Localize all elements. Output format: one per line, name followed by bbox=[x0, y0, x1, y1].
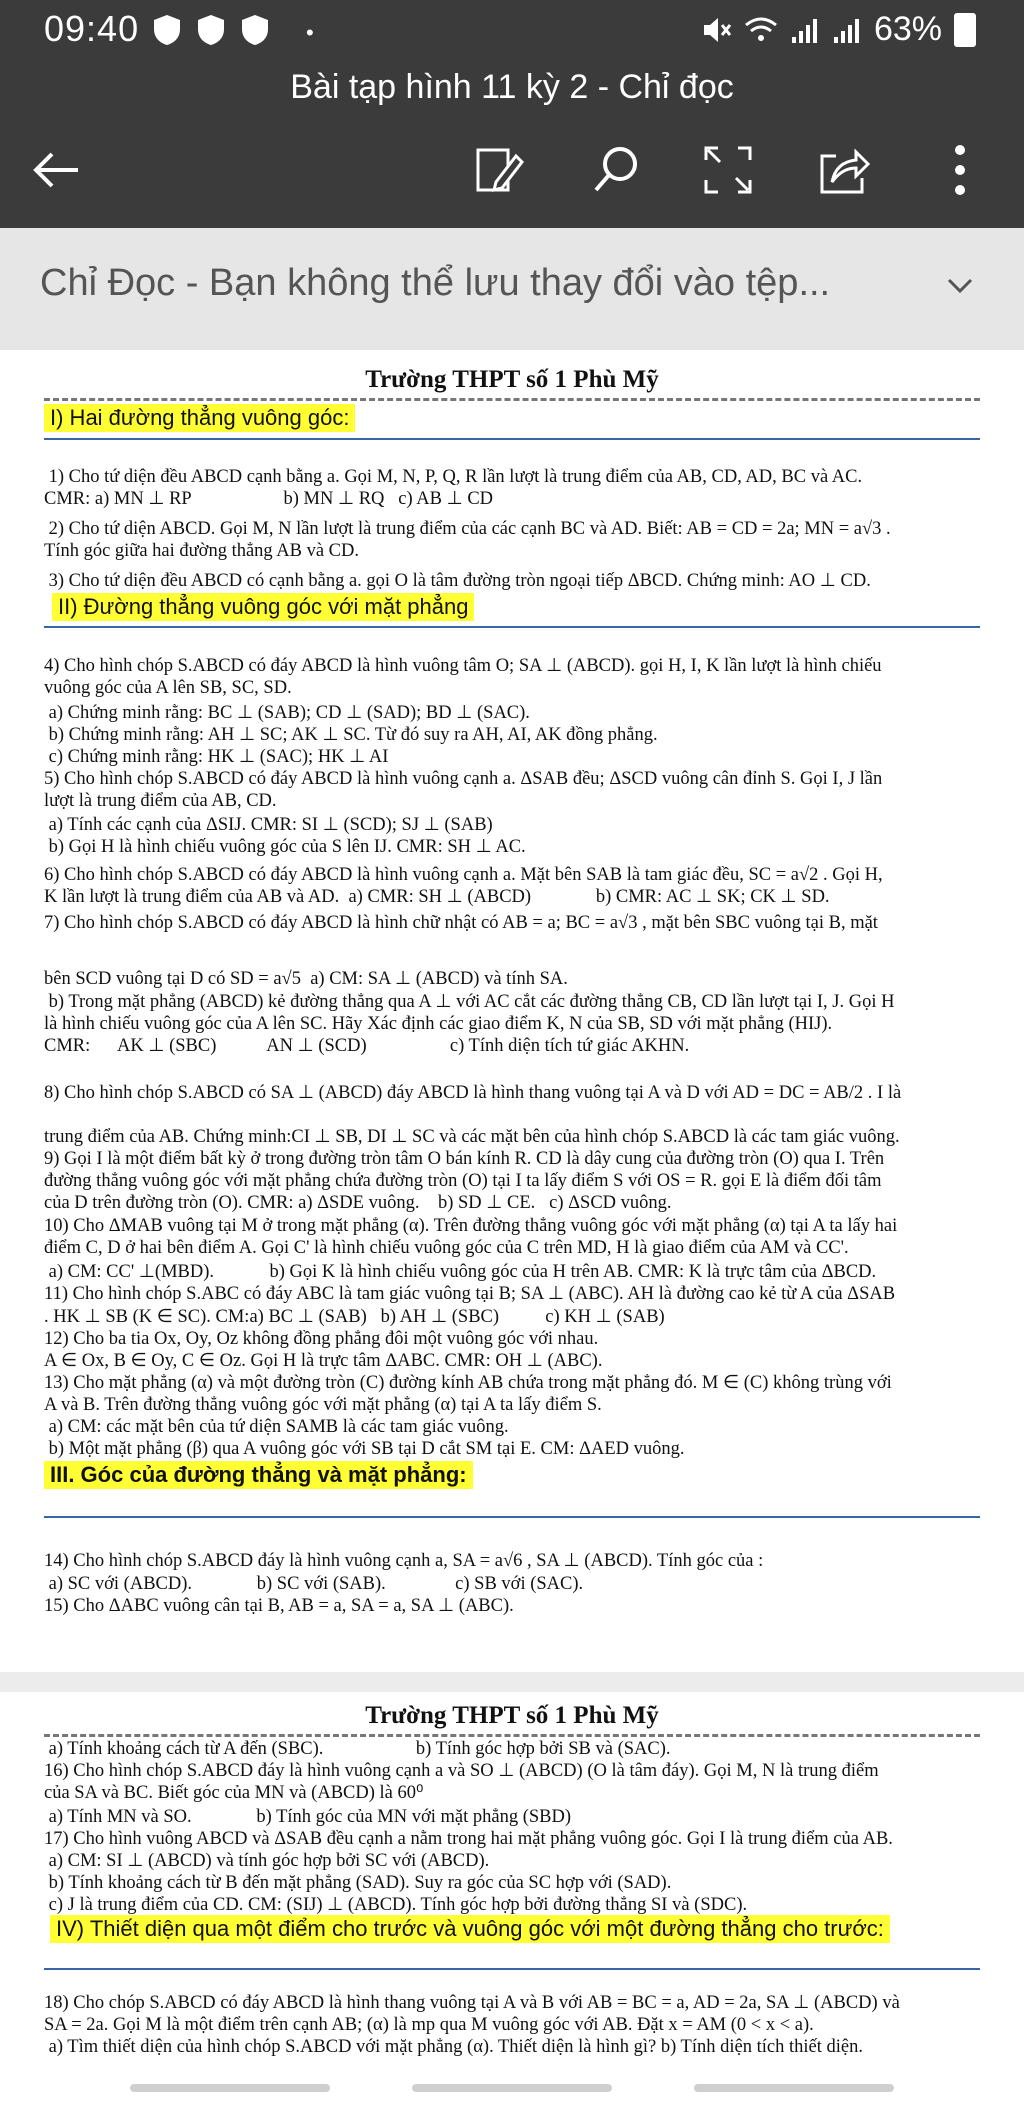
shield-icon bbox=[152, 14, 182, 46]
text-line: 7) Cho hình chóp S.ABCD có đáy ABCD là hình chữ nhật có AB = a; BC = a√3 , mặt bên SBC vuông tại B, mặt bbox=[44, 913, 878, 933]
text-line: b) Trong mặt phẳng (ABCD) kẻ đường thẳng qua A ⊥ với AC cắt các đường thẳng CB, CD lần lượt tại I, J. Gọi H bbox=[44, 992, 895, 1012]
text-line: b) Tính khoảng cách từ B đến mặt phẳng (SAD). Suy ra góc của SC hợp với (SAD). bbox=[44, 1873, 672, 1893]
document-page-2 bbox=[0, 1692, 1024, 2105]
clock: 09:40 bbox=[44, 8, 140, 49]
text-line: trung điểm của AB. Chứng minh:CI ⊥ SB, DI ⊥ SC và các mặt bên của hình chóp S.ABCD là các tam giác vuông. bbox=[44, 1127, 900, 1147]
document-page-1 bbox=[0, 350, 1024, 1672]
section-rule bbox=[44, 1968, 980, 1970]
section-heading: IV) Thiết diện qua một điểm cho trước và vuông góc với một đường thẳng cho trước: bbox=[50, 1915, 890, 1943]
back-arrow-icon[interactable] bbox=[28, 142, 84, 198]
text-line: c) Chứng minh rằng: HK ⊥ (SAC); HK ⊥ AI bbox=[44, 747, 389, 767]
text-line: 15) Cho ΔABC vuông cân tại B, AB = a, SA = a, SA ⊥ (ABC). bbox=[44, 1596, 514, 1616]
text-line: 9) Gọi I là một điểm bất kỳ ở trong đường tròn tâm O bán kính R. CD là dây cung của đường tròn (O) qua I. Trên bbox=[44, 1149, 885, 1169]
nav-gesture-bar[interactable] bbox=[412, 2084, 612, 2092]
text-line: 14) Cho hình chóp S.ABCD đáy là hình vuông cạnh a, SA = a√6 , SA ⊥ (ABCD). Tính góc của : bbox=[44, 1551, 764, 1571]
signal-icon bbox=[832, 15, 862, 45]
text-line: b) Chứng minh rằng: AH ⊥ SC; AK ⊥ SC. Từ đó suy ra AH, AI, AK đồng phẳng. bbox=[44, 725, 658, 745]
page-separator bbox=[0, 1672, 1024, 1692]
text-line: b) Gọi H là hình chiếu vuông góc của S lên IJ. CMR: SH ⊥ AC. bbox=[44, 837, 526, 857]
text-line: a) CM: SI ⊥ (ABCD) và tính góc hợp bởi SC với (ABCD). bbox=[44, 1851, 490, 1871]
text-line: 10) Cho ΔMAB vuông tại M ở trong mặt phẳng (α). Trên đường thẳng vuông góc với mặt phẳng (α) tại A ta lấy hai bbox=[44, 1216, 898, 1236]
text-line: bên SCD vuông tại D có SD = a√5 a) CM: SA ⊥ (ABCD) và tính SA. bbox=[44, 969, 568, 989]
text-line: 4) Cho hình chóp S.ABCD có đáy ABCD là hình vuông tâm O; SA ⊥ (ABCD). gọi H, I, K lần lượt là hình chiếu bbox=[44, 656, 882, 676]
shield-icon bbox=[240, 14, 270, 46]
text-line: 13) Cho mặt phẳng (α) và một đường tròn (C) đường kính AB chứa trong mặt phẳng đó. M ∈ (C) không trùng với bbox=[44, 1373, 892, 1393]
section-heading: II) Đường thẳng vuông góc với mặt phẳng bbox=[52, 593, 474, 621]
text-line: CMR: a) MN ⊥ RP b) MN ⊥ RQ c) AB ⊥ CD bbox=[44, 489, 494, 509]
text-line: . HK ⊥ SB (K ∈ SC). CM:a) BC ⊥ (SAB) b) AH ⊥ (SBC) c) KH ⊥ (SAB) bbox=[44, 1307, 665, 1327]
notification-dot: • bbox=[306, 20, 314, 45]
text-line: là hình chiếu vuông góc của A lên SC. Hãy Xác định các giao điểm K, N của SB, SD với mặt phẳng (HIJ). bbox=[44, 1014, 833, 1034]
text-line: 3) Cho tứ diện đều ABCD có cạnh bằng a. gọi O là tâm đường tròn ngoại tiếp ΔBCD. Chứng minh: AO ⊥ CD. bbox=[44, 571, 871, 591]
text-line: a) Tính MN và SO. b) Tính góc của MN với mặt phẳng (SBD) bbox=[44, 1807, 572, 1827]
section-rule bbox=[44, 1516, 980, 1518]
school-title: Trường THPT số 1 Phù Mỹ bbox=[365, 366, 659, 393]
document-title: Bài tạp hình 11 kỳ 2 - Chỉ đọc bbox=[290, 68, 734, 106]
section-rule bbox=[44, 626, 980, 628]
text-line: 5) Cho hình chóp S.ABCD có đáy ABCD là hình vuông cạnh a. ΔSAB đều; ΔSCD vuông cân đỉnh S. Gọi I, J lần bbox=[44, 769, 883, 789]
text-line: 2) Cho tứ diện ABCD. Gọi M, N lần lượt là trung điểm của các cạnh BC và AD. Biết: AB = CD = 2a; MN = a√3 . bbox=[44, 519, 891, 539]
text-line: a) Tính các cạnh của ΔSIJ. CMR: SI ⊥ (SCD); SJ ⊥ (SAB) bbox=[44, 815, 493, 835]
text-line: 16) Cho hình chóp S.ABCD đáy là hình vuông cạnh a và SO ⊥ (ABCD) (O là tâm đáy). Gọi M, N là trung điểm bbox=[44, 1761, 879, 1781]
mute-icon bbox=[700, 15, 732, 45]
text-line: 8) Cho hình chóp S.ABCD có SA ⊥ (ABCD) đáy ABCD là hình thang vuông tại A và D với AD = DC = AB/2 . I là bbox=[44, 1083, 902, 1103]
text-line: 12) Cho ba tia Ox, Oy, Oz không đồng phẳng đôi một vuông góc với nhau. bbox=[44, 1329, 599, 1349]
read-only-banner[interactable] bbox=[0, 228, 1024, 350]
text-line: 18) Cho chóp S.ABCD có đáy ABCD là hình thang vuông tại A và B với AB = BC = a, AD = 2a, SA ⊥ (ABCD) và bbox=[44, 1993, 900, 2013]
app-bar bbox=[0, 60, 1024, 228]
nav-gesture-bar[interactable] bbox=[694, 2084, 894, 2092]
section-heading: I) Hai đường thẳng vuông góc: bbox=[44, 404, 355, 432]
text-line: 6) Cho hình chóp S.ABCD có đáy ABCD là hình vuông cạnh a. Mặt bên SAB là tam giác đều, SC = a√2 . Gọi H, bbox=[44, 865, 883, 885]
section-heading: III. Góc của đường thẳng và mặt phẳng: bbox=[44, 1461, 473, 1489]
status-right bbox=[700, 10, 976, 49]
text-line: A ∈ Ox, B ∈ Oy, C ∈ Oz. Gọi H là trực tâm ΔABC. CMR: OH ⊥ (ABC). bbox=[44, 1351, 603, 1371]
section-rule bbox=[44, 438, 980, 440]
nav-gesture-bar[interactable] bbox=[130, 2084, 330, 2092]
text-line: SA = 2a. Gọi M là một điểm trên cạnh AB; (α) là mp qua M vuông góc với AB. Đặt x = AM (0 < x < a). bbox=[44, 2015, 814, 2035]
text-line: K lần lượt là trung điểm của AB và AD. a) CMR: SH ⊥ (ABCD) b) CMR: AC ⊥ SK; CK ⊥ SD. bbox=[44, 887, 830, 907]
school-title: Trường THPT số 1 Phù Mỹ bbox=[365, 1702, 659, 1729]
edit-icon[interactable] bbox=[472, 142, 528, 198]
text-line: b) Một mặt phẳng (β) qua A vuông góc với SB tại D cắt SM tại E. CM: ΔAED vuông. bbox=[44, 1439, 685, 1459]
text-line: của D trên đường tròn (O). CMR: a) ΔSDE vuông. b) SD ⊥ CE. c) ΔSCD vuông. bbox=[44, 1193, 672, 1213]
text-line: vuông góc của A lên SB, SC, SD. bbox=[44, 678, 292, 698]
text-line: A và B. Trên đường thẳng vuông góc với mặt phẳng (α) tại A ta lấy điểm S. bbox=[44, 1395, 602, 1415]
search-icon[interactable] bbox=[588, 142, 644, 198]
text-line: 11) Cho hình chóp S.ABC có đáy ABC là tam giác vuông tại B; SA ⊥ (ABC). AH là đường cao kẻ từ A của ΔSAB bbox=[44, 1284, 896, 1304]
chevron-down-icon[interactable] bbox=[946, 276, 974, 296]
text-line: a) CM: CC' ⊥(MBD). b) Gọi K là hình chiếu vuông góc của H trên AB. CMR: K là trực tâm của ΔBCD. bbox=[44, 1262, 877, 1282]
text-line: a) Tìm thiết diện của hình chóp S.ABCD với mặt phẳng (α). Thiết diện là hình gì? b) Tính diện tích thiết diện. bbox=[44, 2037, 863, 2057]
text-line: a) Tính khoảng cách từ A đến (SBC). b) Tính góc hợp bởi SB và (SAC). bbox=[44, 1739, 671, 1759]
text-line: lượt là trung điểm của AB, CD. bbox=[44, 791, 277, 811]
battery-percent: 63% bbox=[873, 10, 942, 48]
text-line: của SA và BC. Biết góc của MN và (ABCD) là 60⁰ bbox=[44, 1783, 424, 1803]
text-line: c) J là trung điểm của CD. CM: (SIJ) ⊥ (ABCD). Tính góc hợp bởi đường thẳng SI và (SDC). bbox=[44, 1895, 748, 1915]
more-options-icon[interactable] bbox=[932, 142, 988, 198]
header-divider bbox=[44, 398, 980, 401]
text-line: đường thẳng vuông góc với mặt phẳng chứa đường tròn (O) tại I ta lấy điểm S với OS = R. gọi E là điểm đối tâm bbox=[44, 1171, 882, 1191]
text-line: a) SC với (ABCD). b) SC với (SAB). c) SB với (SAC). bbox=[44, 1574, 584, 1594]
battery-icon bbox=[954, 13, 976, 47]
text-line: a) Chứng minh rằng: BC ⊥ (SAB); CD ⊥ (SAD); BD ⊥ (SAC). bbox=[44, 703, 530, 723]
header-divider bbox=[44, 1734, 980, 1737]
text-line: điểm C, D ở hai bên điểm A. Gọi C' là hình chiếu vuông góc của C trên MD, H là giao điểm của AM và CC'. bbox=[44, 1238, 849, 1258]
signal-icon bbox=[790, 15, 820, 45]
status-bar bbox=[0, 0, 1024, 60]
share-icon[interactable] bbox=[816, 142, 872, 198]
read-only-message: Chỉ Đọc - Bạn không thể lưu thay đổi vào tệp... bbox=[40, 262, 831, 304]
text-line: 17) Cho hình vuông ABCD và ΔSAB đều cạnh a nằm trong hai mặt phẳng vuông góc. Gọi I là trung điểm của AB. bbox=[44, 1829, 893, 1849]
text-line: Tính góc giữa hai đường thẳng AB và CD. bbox=[44, 541, 360, 561]
text-line: CMR: AK ⊥ (SBC) AN ⊥ (SCD) c) Tính diện tích tứ giác AKHN. bbox=[44, 1036, 690, 1056]
shield-icon bbox=[196, 14, 226, 46]
fullscreen-icon[interactable] bbox=[700, 142, 756, 198]
text-line: a) CM: các mặt bên của tứ diện SAMB là các tam giác vuông. bbox=[44, 1417, 509, 1437]
text-line: 1) Cho tứ diện đều ABCD cạnh bằng a. Gọi M, N, P, Q, R lần lượt là trung điểm của AB, CD, AD, BC và AC. bbox=[44, 467, 863, 487]
wifi-icon bbox=[744, 15, 778, 45]
